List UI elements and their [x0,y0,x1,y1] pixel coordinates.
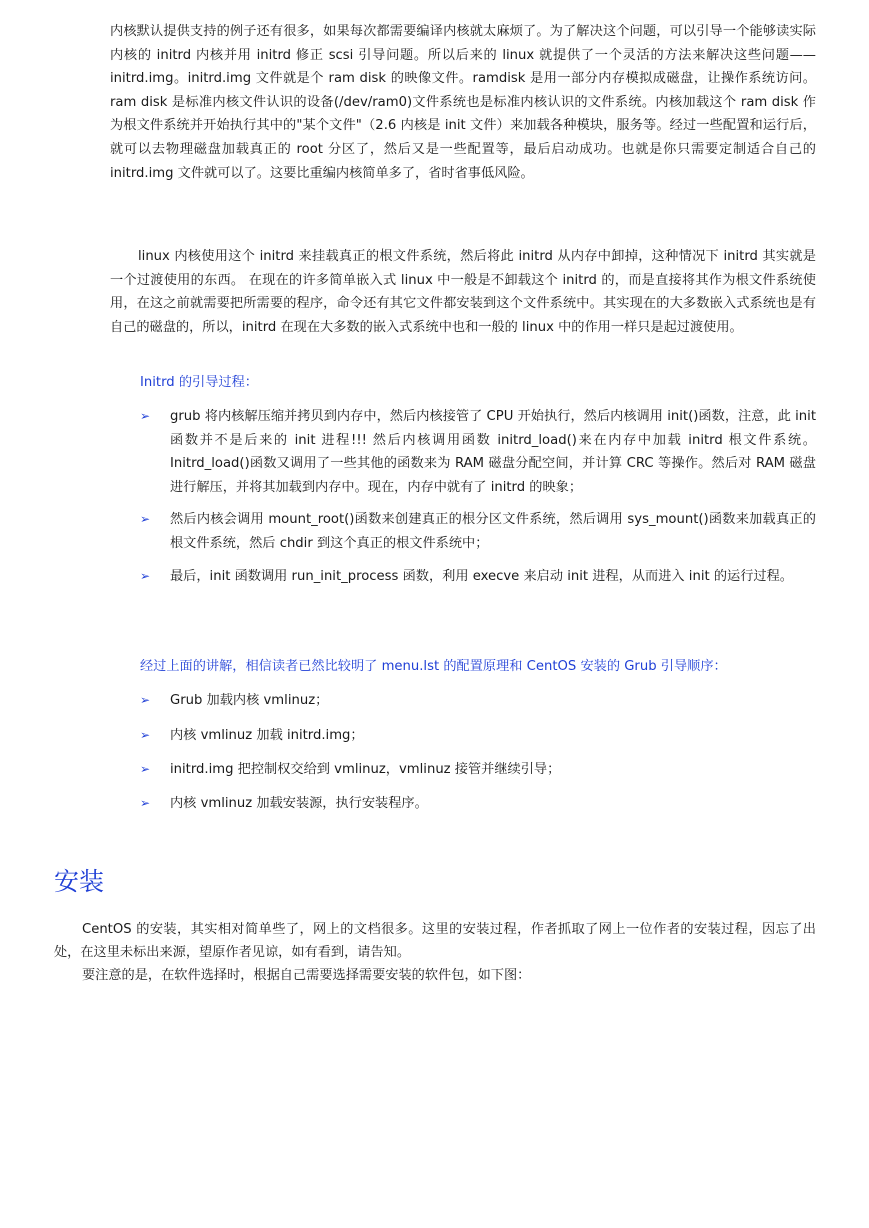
list-item-text: 内核 vmlinuz 加载安装源，执行安装程序。 [170,796,428,811]
list-item [140,689,816,713]
arrow-bullet-icon: ➢ [140,728,151,742]
list-item [140,792,816,816]
initrd-boot-heading: Initrd 的引导过程： [140,375,258,390]
install-section-title: 安装 [54,867,105,896]
arrow-bullet-icon: ➢ [140,796,151,810]
list-item [140,758,816,782]
list-item-text: 最后，init 函数调用 run_init_process 函数，利用 execve 来启动 init 进程，从而进入 init 的运行过程。 [170,569,793,584]
paragraph-install-note: 要注意的是，在软件选择时，根据自己需要选择需要安装的软件包，如下图： [82,968,531,983]
arrow-bullet-icon: ➢ [140,693,151,707]
arrow-bullet-icon: ➢ [140,512,151,526]
list-item [140,565,816,589]
arrow-bullet-icon: ➢ [140,569,151,583]
arrow-bullet-icon: ➢ [140,762,151,776]
paragraph-install-intro: CentOS 的安装，其实相对简单些了，网上的文档很多。这里的安装过程，作者抓取了网上一位作者的安装过程，因忘了出处，在这里未标出来源，望原作者见谅，如有看到，请告知。 [54,922,816,960]
list-item-text: grub 将内核解压缩并拷贝到内存中，然后内核接管了 CPU 开始执行，然后内核调用 init()函数，注意，此 init 函数并不是后来的 init 进程!!! 然后内核调用函数 initrd_load()来在内存中加载 initrd 根文件系统。Initrd_load()函数又调用了一些其他的函数来为 RAM 磁盘分配空间，并计算 CRC 等操作。然后对 RAM 磁盘进行解压，并将其加载到内存中。现在，内存中就有了 initrd 的映象； [170,409,816,495]
list-item [140,508,816,555]
paragraph-initrd-usage: linux 内核使用这个 initrd 来挂载真正的根文件系统，然后将此 initrd 从内存中卸掉，这种情况下 initrd 其实就是一个过渡使用的东西。 在现在的许多简单嵌入式 linux 中一般是不卸载这个 initrd 的，而是直接将其作为根文件系统使用，在这之前就需要把所需要的程序，命令还有其它文件都安装到这个文件系统中。其实现在的大多数嵌入式系统也是有自己的磁盘的，所以，initrd 在现在大多数的嵌入式系统中也和一般的 linux 中的作用一样只是起过渡使用。 [110,249,816,335]
list-item-text: initrd.img 把控制权交给到 vmlinuz，vmlinuz 接管并继续引导； [170,762,561,777]
list-item-text: 然后内核会调用 mount_root()函数来创建真正的根分区文件系统，然后调用 sys_mount()函数来加载真正的根文件系统，然后 chdir 到这个真正的根文件系统中； [170,512,816,551]
paragraph-initrd-intro: 内核默认提供支持的例子还有很多，如果每次都需要编译内核就太麻烦了。为了解决这个问题，可以引导一个能够读实际内核的 initrd 内核并用 initrd 修正 scsi 引导问题。所以后来的 linux 就提供了一个灵活的方法来解决这些问题——initrd.img。initrd.img 文件就是个 ram disk 的映像文件。ramdisk 是用一部分内存模拟成磁盘，让操作系统访问。ram disk 是标准内核文件认识的设备(/dev/ram0)文件系统也是标准内核认识的文件系统。内核加载这个 ram disk 作为根文件系统并开始执行其中的"某个文件"（2.6 内核是 init 文件）来加载各种模块，服务等。经过一些配置和运行后，就可以去物理磁盘加载真正的 root 分区了，然后又是一些配置等，最后启动成功。也就是你只需要定制适合自己的 initrd.img 文件就可以了。这要比重编内核简单多了，省时省事低风险。 [110,24,816,181]
grub-order-heading: 经过上面的讲解，相信读者已然比较明了 menu.lst 的配置原理和 CentOS 安装的 Grub 引导顺序： [140,659,727,674]
list-item [140,405,816,499]
list-item-text: Grub 加载内核 vmlinuz； [170,693,329,708]
list-item [140,724,816,748]
arrow-bullet-icon: ➢ [140,409,151,423]
list-item-text: 内核 vmlinuz 加载 initrd.img； [170,728,364,743]
